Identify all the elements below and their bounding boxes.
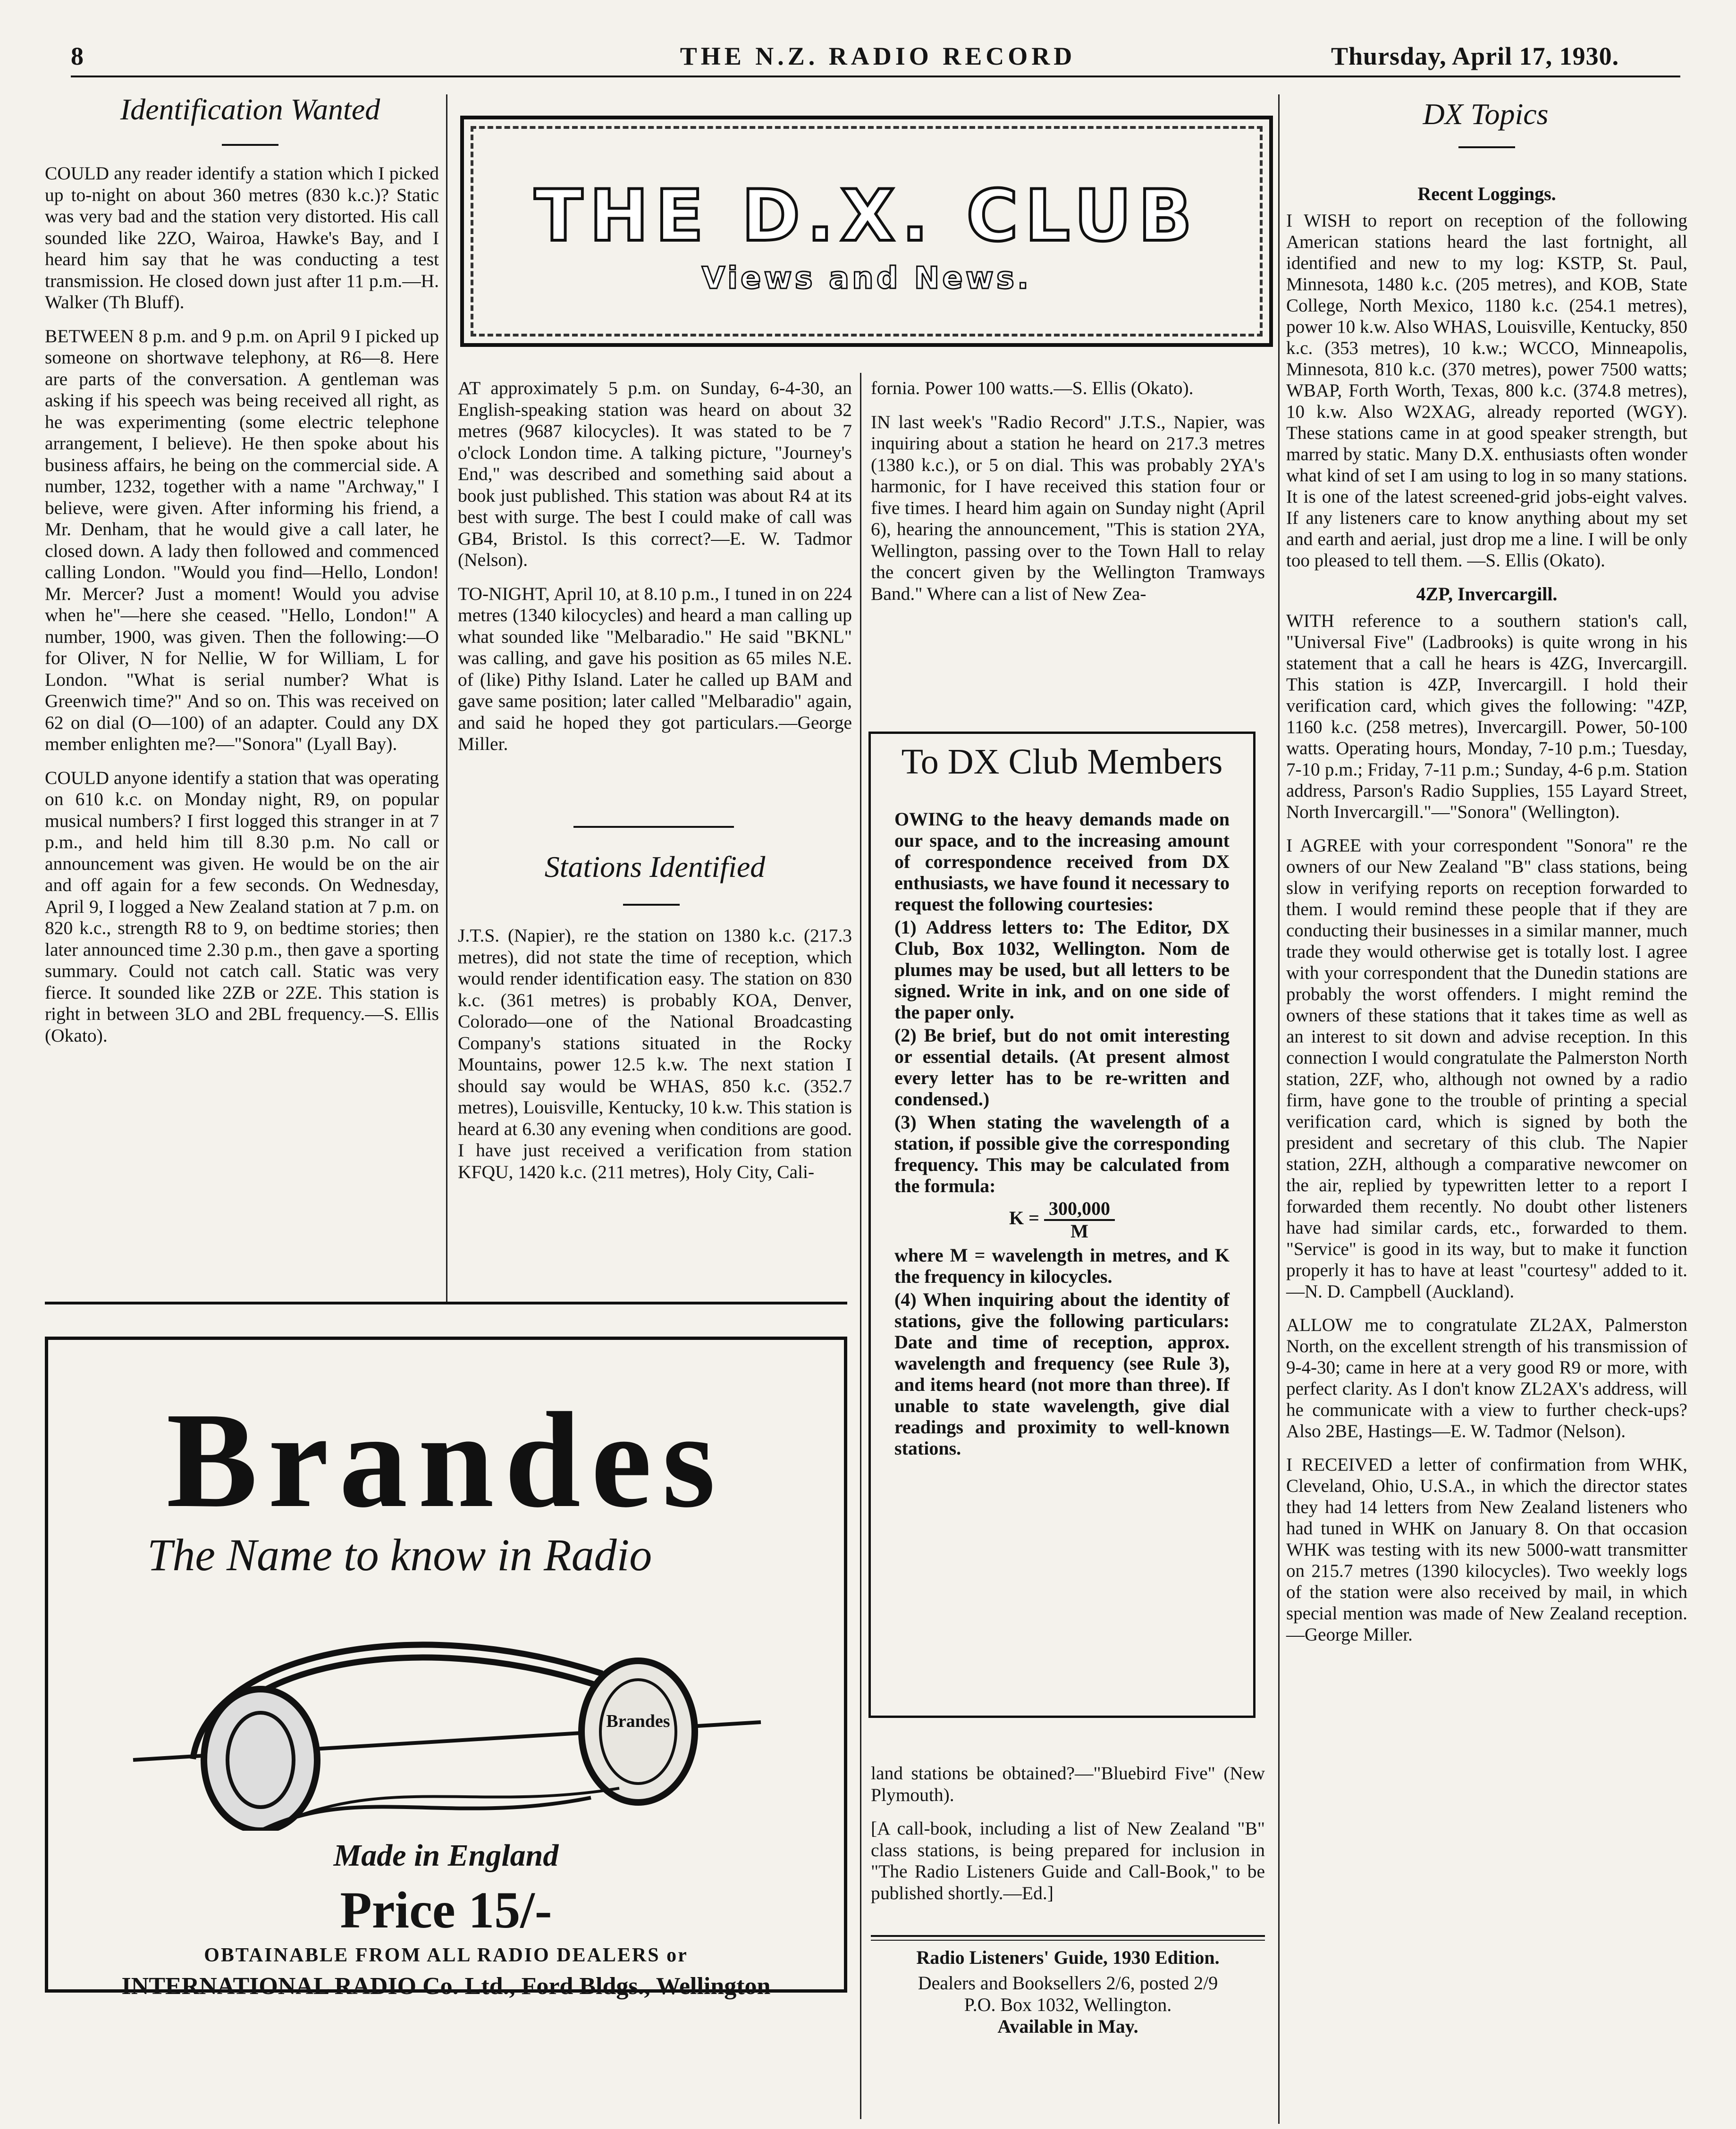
dx-members-notice <box>868 732 1256 1718</box>
header-rule <box>71 76 1680 77</box>
letter-tadmor: AT approximately 5 p.m. on Sunday, 6-4-30, an English-speaking station was heard on about 32 metres (9687 kilocycles). It was stated to be 7 o'clock London time. A talking picture, "Journey's End," was described and something said about a book just published. This station was about R4 at its best with surge. The best I could make of call was GB4, Bristol. Is this correct?—E. W. Tadmor (Nelson). <box>458 378 852 570</box>
column-1 <box>45 163 439 1059</box>
dx-club-banner <box>460 116 1273 347</box>
banner-title: THE D.X. CLUB <box>534 175 1199 257</box>
issue-date: Thursday, April 17, 1930. <box>1331 42 1619 70</box>
notice-rule-1: (1) Address letters to: The Editor, DX Club, Box 1032, Wellington. Nom de plumes may be used, but all letters to be signed. Write in ink, and on one side of the paper only. <box>894 917 1230 1023</box>
column-2-lower <box>458 925 852 1195</box>
column-3-lower <box>871 1763 1265 1916</box>
radio-listeners-guide <box>871 1947 1265 2037</box>
brandes-advert <box>45 1337 847 2000</box>
column-2 <box>458 378 852 767</box>
stations-identified-title: Stations Identified <box>544 850 766 884</box>
title-rule-2 <box>623 904 680 906</box>
notice-rule-3-where: where M = wavelength in metres, and K the frequency in kilocycles. <box>894 1245 1230 1287</box>
column-rule-1 <box>446 94 447 1303</box>
earpiece-label: Brandes <box>606 1711 670 1731</box>
ad-company: INTERNATIONAL RADIO Co. Ltd., Ford Bldgs., Wellington <box>121 1973 771 2000</box>
letter-continuation: fornia. Power 100 watts.—S. Ellis (Okato). <box>871 378 1194 398</box>
reply-jts-napier: J.T.S. (Napier), re the station on 1380 k.c. (217.3 metres), did not state the time of reception, which would render identification easy. The station on 830 k.c. (361 metres) is probably KOA, Denver, Colorado—one of the National Broadcasting Company's stations situated in the Rocky Mountains, power 12.5 k.w. The next station I should say would be WHAS, 850 k.c. (352.7 metres), Louisville, Kentucky, 10 k.w. This station is heard at 6.30 any evening when conditions are good. I have just received a verification from station KFQU, 1420 k.c. (211 metres), Holy City, Cali- <box>458 925 852 1182</box>
column-rule-3 <box>860 373 861 2119</box>
letter-miller-whk: I RECEIVED a letter of confirmation from WHK, Cleveland, Ohio, U.S.A., in which the director states they had 14 letters from New Zealand listeners who had tuned in WHK on January 8. On that occasion WHK was testing with its new 5000-watt transmitter on 215.7 metres (1390 kilocycles). Two weekly logs of the station were also received by mail, in which special mention was made of New Zealand reception.—George Miller. <box>1286 1455 1687 1645</box>
publication-title: THE N.Z. RADIO RECORD <box>680 42 1076 70</box>
ad-separator-rule <box>45 1302 847 1304</box>
guide-availability: Available in May. <box>997 2016 1138 2037</box>
ad-tagline: The Name to know in Radio <box>147 1530 652 1580</box>
guide-rule-top-2 <box>871 1940 1265 1941</box>
notice-body <box>894 808 1230 1459</box>
guide-price: Dealers and Booksellers 2/6, posted 2/9 <box>918 1972 1218 1994</box>
column-4 <box>1286 179 1687 1658</box>
notice-rule-4: (4) When inquiring about the identity of stations, give the following particulars: Date and time of reception, approx. wavelength and frequency (see Rule 3), and items heard (not more than three). If unable to state wavelength, give dial readings and proximity to well-known stations. <box>894 1289 1230 1459</box>
letter-walker: COULD any reader identify a station which I picked up to-night on about 360 metres (830 k.c.)? Static was very bad and the station very distorted. His call sounded like 2ZO, Wairoa, Hawke's Bay, and I heard him say that he was conducting a test transmission. He closed down just after 11 p.m.—H. Walker (Th Bluff). <box>45 163 439 312</box>
ad-made-in: Made in England <box>333 1838 559 1873</box>
letter-sonora-wellington: WITH reference to a southern station's call, "Universal Five" (Ladbrooks) is quite wrong in his statement that a call he hears is 4ZG, Invercargill. This station is 4ZP, Invercargill. I hold their verification card, which gives the following: "4ZP, 1160 k.c. (258 metres), Invercargill. Power, 50-100 watts. Operating hours, Monday, 7-10 p.m.; Tuesday, 7-10 p.m.; Friday, 7-11 p.m.; Sunday, 4-6 p.m. Station address, Parson's Radio Supplies, 155 Layard Street, North Invercargill."—"Sonora" (Wellington). <box>1286 611 1687 822</box>
notice-title: To DX Club Members <box>901 742 1223 782</box>
letter-end: land stations be obtained?—"Bluebird Five" (New Plymouth). <box>871 1763 1265 1805</box>
banner-subtitle: Views and News. <box>701 261 1032 296</box>
identification-wanted-title: Identification Wanted <box>120 93 380 126</box>
section-rule <box>573 826 734 828</box>
headphones-illustration <box>119 1604 780 1831</box>
guide-address: P.O. Box 1032, Wellington. <box>964 1994 1172 2015</box>
editor-note: [A call-book, including a list of New Zealand "B" class stations, is being prepared for inclusion in "The Radio Listeners Guide and Call-Book," to be published shortly.—Ed.] <box>871 1818 1265 1903</box>
letter-ellis-okato: COULD anyone identify a station that was operating on 610 k.c. on Monday night, R9, on popular musical numbers? I first logged this stranger in at 7 p.m., and held him till 8.30 p.m. No call or announcement was given. He would be on the air and off again for a few seconds. On Wednesday, April 9, I logged a New Zealand station at 7 p.m. on 820 k.c., strength R8 to 9, on bedtime stories; then later announced time 2.30 p.m., then gave a sporting summary. Could not catch call. Static was very fierce. It sounded like 2ZB or 2ZE. This station is right in between 3LO and 2BL frequency.—S. Ellis (Okato). <box>45 767 439 1046</box>
dx-topics-title: DX Topics <box>1423 97 1549 131</box>
letter-tadmor-zl2ax: ALLOW me to congratulate ZL2AX, Palmerston North, on the excellent strength of his transmission of 9-4-30; came in here at a very good R9 or more, with perfect clarity. As I don't know ZL2AX's address, will he communicate with a view to further check-ups? Also 2BE, Hastings—E. W. Tadmor (Nelson). <box>1286 1315 1687 1441</box>
letter-miller: TO-NIGHT, April 10, at 8.10 p.m., I tuned in on 224 metres (1340 kilocycles) and heard a man calling up what sounded like "Melbaradio." He said "BKNL" was calling, and gave his position as 65 miles N.E. of (like) Pithy Island. Later he called up BAM and gave same position; later called "Melbaradio" again, and said he hoped they got particulars.—George Miller. <box>458 583 852 754</box>
letter-sonora-lyall-bay: BETWEEN 8 p.m. and 9 p.m. on April 9 I picked up someone on shortwave telephony, at R6—8. Here are parts of the conversation. A gentleman was asking if his speech was being received all right, as he was experimenting (some electric telephone arrangement, I believe). He then spoke about his business affairs, he being on the commercial side. A number, 1232, together with a name "Archway," I believe, were given. After informing his friend, a Mr. Denham, that he would give a call later, he closed down. A lady then followed and commenced calling London. "Would you find—Hello, London! Mr. Mercer? Just a moment! Would you advise when he"—here she ceased. "Hello, London!" A number, 1900, was given. Then the following:—O for Oliver, N for Nellie, W for William, L for London. "What is serial number? What is Greenwich time?" And so on. This was received on 62 on dial (O—100) of an adapter. Could any DX member enlighten me?—"Sonora" (Lyall Bay). <box>45 325 439 754</box>
letter-bluebird-five: IN last week's "Radio Record" J.T.S., Napier, was inquiring about a station he heard on 217.3 metres (1380 k.c.), or 5 on dial. This was probably 2YA's harmonic, for I have received this station four or five times. I heard him again on Sunday night (April 6), hearing the announcement, "This is station 2YA, Wellington, passing over to the Town Hall to relay the concert given by the Wellington Tramways Band." Where can a list of New Zea- <box>871 411 1265 604</box>
frequency-formula <box>894 1198 1230 1242</box>
title-rule-4 <box>1458 146 1515 148</box>
letter-ellis-loggings: I WISH to report on reception of the following American stations heard the last fortnight, all identified and new to my log: KSTP, St. Paul, Minnesota, 1480 k.c. (205 metres), and KOB, State College, North Mexico, 1180 k.c. (254.1 metres), power 10 k.w. Also WHAS, Louisville, Kentucky, 850 k.c. (353 metres), 10 k.w.; WCCO, Minneapolis, Minnesota, 810 k.c. (370 metres), power 7500 watts; WBAP, Forth Worth, Texas, 800 k.c. (374.8 metres), 10 k.w. Also W2XAG, already reported (WGY). These stations came in at good speaker strength, but marred by static. Many D.X. enthusiasts often wonder what kind of set I am using to log in so many stations. It is one of the latest screened-grid jobs-eight valves. If any listeners care to know anything about my set and earth and aerial, just drop me a line. I will be only too pleased to tell them. —S. Ellis (Okato). <box>1286 210 1687 571</box>
guide-title: Radio Listeners' Guide, 1930 Edition. <box>916 1947 1220 1968</box>
column-3 <box>871 378 1265 617</box>
formula-k: K = <box>1009 1207 1039 1229</box>
notice-rule-2: (2) Be brief, but do not omit interesting or essential details. (At present almost every letter has to be re-written and condensed.) <box>894 1025 1230 1110</box>
column-rule-2 <box>1278 94 1280 2124</box>
guide-rule-top <box>871 1935 1265 1937</box>
formula-numerator: 300,000 <box>1044 1198 1115 1221</box>
ad-price: Price 15/- <box>340 1881 552 1939</box>
ad-obtainable: OBTAINABLE FROM ALL RADIO DEALERS or <box>204 1944 688 1966</box>
letter-campbell: I AGREE with your correspondent "Sonora" re the owners of our New Zealand "B" class stations, being slow in verifying reports on reception forwarded to them. I would remind these people that if they are conducting their businesses in a similar manner, much trade they would otherwise get is totally lost. I agree with your correspondent that the Dunedin stations are probably the worst offenders. I might remind the owners of these stations that it takes time as well as an interest to sit down and advise reception. In this connection I would congratulate the Palmerston North station, 2ZF, who, although not owned by a radio firm, have gone to the trouble of printing a special verification card, which is signed by both the president and secretary of this club. The Napier station, 2ZH, although a comparative newcomer on the air, replied by typewritten letter to a report I forwarded them recently. No doubt other listeners have had similar cards, etc., forwarded to them. "Service" is good in its way, but to make it function properly it has to have at least "courtesy" added to it.—N. D. Campbell (Auckland). <box>1286 835 1687 1302</box>
page-number: 8 <box>71 42 85 70</box>
notice-rule-3: (3) When stating the wavelength of a station, if possible give the corresponding frequency. This may be calculated from the formula: <box>894 1111 1230 1196</box>
recent-loggings-heading: Recent Loggings. <box>1417 183 1556 204</box>
invercargill-heading: 4ZP, Invercargill. <box>1416 583 1558 605</box>
ad-brand: Brandes <box>166 1384 726 1536</box>
title-rule <box>222 144 278 146</box>
notice-intro: OWING to the heavy demands made on our space, and to the increasing amount of correspondence received from DX enthusiasts, we have found it necessary to request the following courtesies: <box>894 808 1230 915</box>
formula-denominator: M <box>1070 1220 1088 1242</box>
formula-fraction <box>1044 1198 1115 1242</box>
